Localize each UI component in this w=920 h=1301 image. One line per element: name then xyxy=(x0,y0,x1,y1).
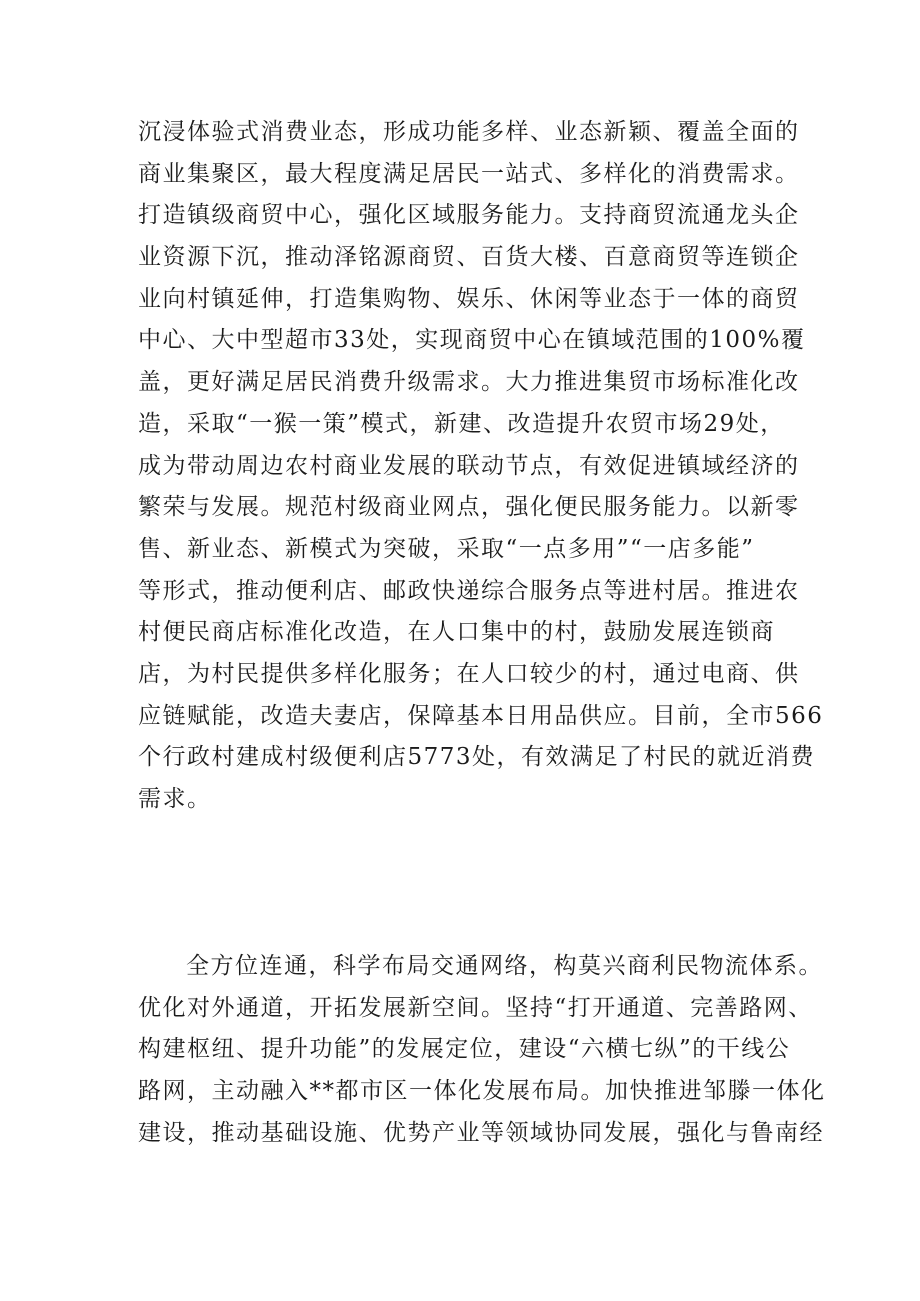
text-line: 沉浸体验式消费业态，形成功能多样、业态新颖、覆盖全面的 xyxy=(138,119,800,145)
text-line: 优化对外通道，开拓发展新空间。坚持“打开通道、完善路网、 xyxy=(138,994,813,1021)
text-line: 个行政村建成村级便利店5773处，有效满足了村民的就近消费 xyxy=(138,744,816,771)
text-line: 打造镇级商贸中心，强化区域服务能力。支持商贸流通龙头企 xyxy=(138,202,800,229)
text-line: 等形式，推动便利店、邮政快递综合服务点等进村居。推进农 xyxy=(138,577,800,604)
body-paragraph-2 xyxy=(138,946,826,1154)
text-line: 应链赋能，改造夫妻店，保障基本日用品供应。目前，全市566 xyxy=(138,702,824,729)
text-line: 路网，主动融入**都市区一体化发展布局。加快推进邹滕一体化 xyxy=(138,1078,826,1105)
text-line: 盖，更好满足居民消费升级需求。大力推进集贸市场标准化改 xyxy=(138,369,800,396)
text-line: 商业集聚区，最大程度满足居民一站式、多样化的消费需求。 xyxy=(138,160,800,187)
text-line: 建设，推动基础设施、优势产业等领域协同发展，强化与鲁南经 xyxy=(138,1119,824,1146)
text-line: 中心、大中型超市33处，实现商贸中心在镇域范围的100%覆 xyxy=(138,327,806,354)
text-line: 需求。 xyxy=(138,786,212,812)
text-line: 店，为村民提供多样化服务；在人口较少的村，通过电商、供 xyxy=(138,660,800,687)
body-paragraph-1 xyxy=(138,112,824,821)
text-line: 业向村镇延伸，打造集购物、娱乐、休闲等业态于一体的商贸 xyxy=(138,285,800,312)
text-line: 构建枢纽、提升功能”的发展定位，建设“六横七纵”的干线公 xyxy=(138,1036,791,1063)
text-line: 售、新业态、新模式为突破，采取“一点多用”“一店多能” xyxy=(138,535,755,562)
text-line: 成为带动周边农村商业发展的联动节点，有效促进镇域经济的 xyxy=(138,452,800,479)
text-line: 造，采取“一猴一策”模式，新建、改造提升农贸市场29处， xyxy=(138,410,785,437)
text-line: 繁荣与发展。规范村级商业网点，强化便民服务能力。以新零 xyxy=(138,494,800,521)
text-line-indented: 全方位连通，科学布局交通网络，构莫兴商利民物流体系。 xyxy=(186,953,823,979)
text-line: 业资源下沉，推动泽铭源商贸、百货大楼、百意商贸等连锁企 xyxy=(138,244,800,271)
text-line: 村便民商店标准化改造，在人口集中的村，鼓励发展连锁商 xyxy=(138,619,775,646)
